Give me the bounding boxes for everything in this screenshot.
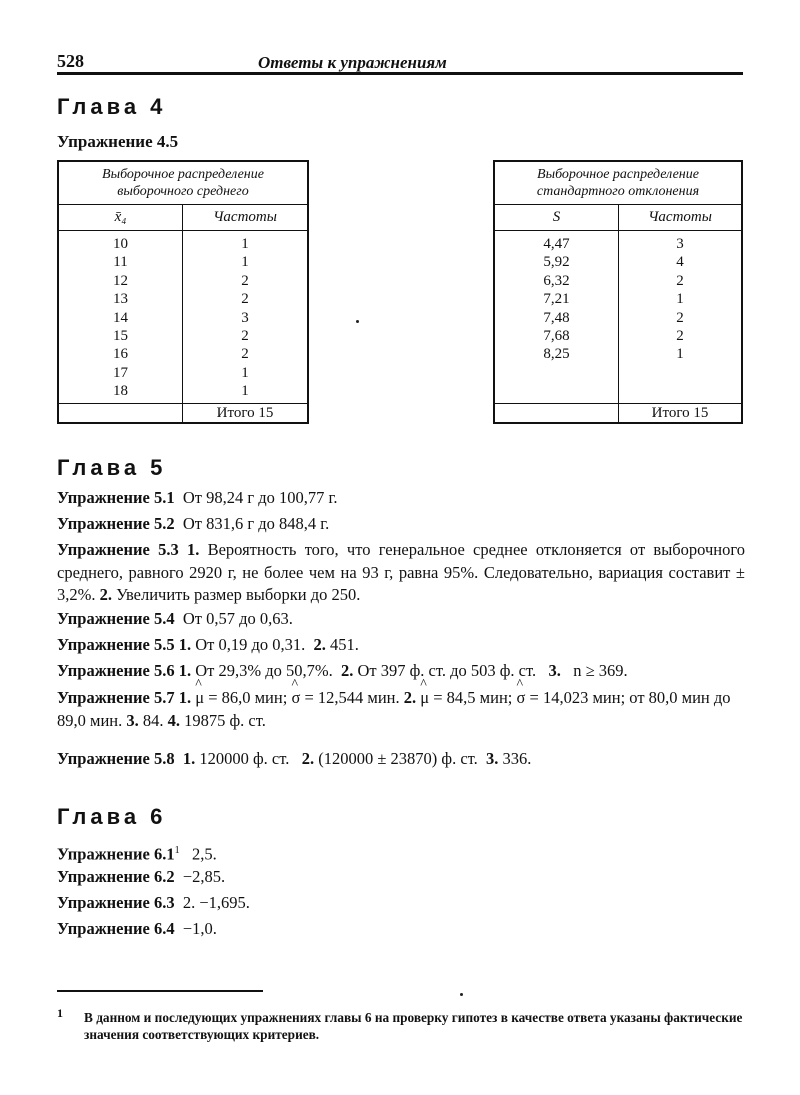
footnote-mark: 1	[57, 1006, 63, 1020]
table-sd-col-freq: Частоты	[619, 205, 743, 231]
exercise-5-7: Упражнение 5.7 1. ^ μ = 86,0 мин; ^ σ = 12,544 мин. 2. ^ μ = 84,5 мин; ^ σ = 14,023 мин; от 80,0 мин до 89,0 мин. 3. 84. 4. 19875 ф. ст.	[57, 687, 745, 732]
chapter-5-title: Глава 5	[57, 455, 167, 480]
table-mean-col-x: x̄₄	[58, 205, 183, 231]
exercise-4-5-label: Упражнение 4.5	[57, 132, 179, 151]
table-mean-caption: Выборочное распределение выборочного среднего	[58, 161, 308, 205]
exercise-5-2: Упражнение 5.2 От 831,6 г до 848,4 г.	[57, 514, 330, 533]
exercise-5-4: Упражнение 5.4 От 0,57 до 0,63.	[57, 609, 293, 628]
table-mean-values: 10 11 12 13 14 15 16 17 18	[58, 231, 183, 404]
running-title: Ответы к упражнениям	[258, 53, 447, 72]
chapter-6-title: Глава 6	[57, 804, 167, 829]
footnote-text: В данном и последующих упражнениях главы 6 на проверку гипотез в качестве ответа указаны фактические значения соответствующих критериев.	[84, 1010, 743, 1042]
table-sd-total: Итого 15	[619, 404, 743, 424]
table-sd-col-s: S	[494, 205, 619, 231]
exercise-6-1: Упражнение $6.1^1$ 2,5.	[57, 844, 217, 864]
exercise-5-5: Упражнение 5.5 1. От 0,19 до 0,31. 2. 451.	[57, 635, 359, 654]
exercise-5-1: Упражнение 5.1 От 98,24 г до 100,77 г.	[57, 488, 338, 507]
table-sd-freqs: 3 4 2 1 2 2 1	[676, 236, 684, 363]
table-mean-total: Итого 15	[183, 404, 309, 424]
chapter-4-title: Глава 4	[57, 94, 167, 119]
table-sample-sd	[493, 160, 743, 424]
exercise-5-6: Упражнение 5.6 1. От 29,3% до 50,7%. 2. От 397 ф. ст. до 503 ф. ст. 3. n ≥ 369.	[57, 661, 628, 680]
table-sample-mean	[57, 160, 309, 424]
exercise-6-3: Упражнение 6.3 2. −1,695.	[57, 893, 250, 912]
table-mean-col-freq: Частоты	[183, 205, 309, 231]
print-speck	[356, 320, 359, 323]
exercise-5-3: Упражнение 5.3 1. Вероятность того, что генеральное среднее отклоняется от выборочного среднего, равного 2920 г, не более чем на 93 г, равна 95%. Следовательно, вариация составит ± 3,2%. 2. Увеличить размер выборки до 250.	[57, 540, 745, 604]
table-mean-freqs: 1 1 2 2 3 2 2 1 1	[241, 236, 249, 400]
exercise-6-2: Упражнение 6.2 −2,85.	[57, 867, 226, 886]
table-sd-values: 4,47 5,92 6,32 7,21 7,48 7,68 8,25	[494, 231, 619, 404]
footnote-rule	[57, 990, 263, 992]
exercise-6-4: Упражнение 6.4 −1,0.	[57, 919, 217, 938]
exercise-5-8: Упражнение 5.8 1. 120000 ф. ст. 2. (120000 ± 23870) ф. ст. 3. 336.	[57, 749, 532, 768]
print-speck	[460, 993, 463, 996]
header-rule	[57, 72, 743, 75]
page-number: 528	[57, 51, 84, 71]
table-sd-caption: Выборочное распределение стандартного отклонения	[494, 161, 742, 205]
